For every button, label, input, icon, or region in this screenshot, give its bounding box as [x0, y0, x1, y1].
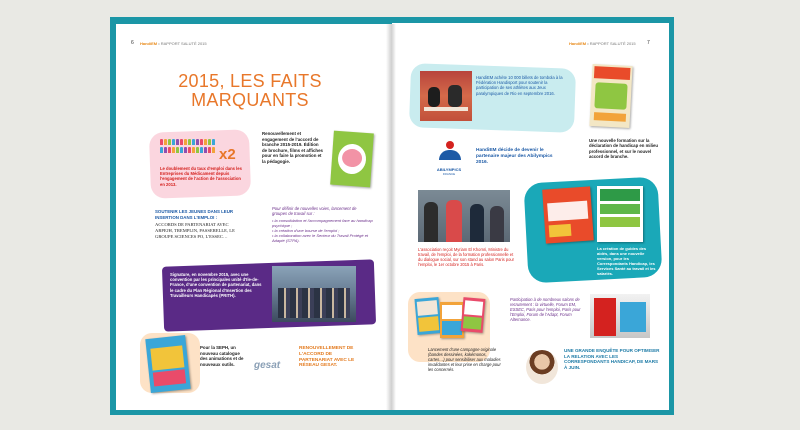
- signature-text: Signature, en novembre 2015, avec une convention par les principales unité d'Ile-de-France, d'une convention de partenariat, dans le cadre du Plan Régional d'Insertion des Travailleurs Handicapés (PRITH).: [170, 272, 262, 298]
- renewal-text: Renouvellement et engagement de l'accord de branche 2015-2019. Édition de brochure, films et affiches pour en faire la promotion et la pédagogie.: [262, 131, 323, 164]
- person-icon: [172, 147, 175, 153]
- new-training-text: Une nouvelle formation sur la déclaration de handicap en milieu professionnel, et sur le nouvel accord de branche.: [589, 138, 659, 160]
- comic-card: [440, 302, 464, 338]
- person-icon: [164, 147, 167, 153]
- person-icon: [196, 139, 199, 145]
- young-body: ACCORDS DE PARTENARIAT AVEC ARPEJH, TREMPLIN, PASSERELLE, LE GROUPE SCIENCES PO, L'ESSEC…: [155, 222, 235, 239]
- guide-cover-red: [542, 186, 594, 243]
- person-icon: [172, 139, 175, 145]
- priorities-item: • la consolidation et l'accompagnement face au handicap psychique ;: [272, 218, 373, 228]
- right-running-head-text: • RAPPORT SALUTÉ 2015: [586, 41, 636, 46]
- person-icon: [208, 139, 211, 145]
- person-icon: [196, 147, 199, 153]
- person-icon: [168, 139, 171, 145]
- left-page-number: 6: [131, 40, 134, 46]
- abilympics-logo-sub: FRANCE: [442, 172, 456, 176]
- person-icon: [164, 139, 167, 145]
- priorities-item: • la création d'une bourse de l'emploi ;: [272, 228, 340, 233]
- group-photo: [272, 266, 356, 322]
- sepr-text: Pour la SEPH, un nouveau catalogue des animations et de nouveaux outils.: [200, 345, 244, 367]
- person-icon: [192, 139, 195, 145]
- abilympics-logo-icon: [437, 141, 463, 165]
- right-page-number: 7: [647, 40, 650, 46]
- person-icon: [208, 147, 211, 153]
- guide-cover-green: [597, 186, 643, 242]
- gesat-logo: gesat: [254, 360, 281, 371]
- comic-card: [414, 297, 441, 335]
- poster-image: [589, 64, 632, 128]
- salon-stand-photo: [590, 294, 650, 338]
- person-icon: [184, 139, 187, 145]
- person-icon: [160, 147, 163, 153]
- accord-booklet-image: [330, 131, 374, 188]
- person-icon: [200, 139, 203, 145]
- person-icon: [212, 147, 215, 153]
- abilympics-text: HandiEM décide de devenir le partenaire majeur des Abilympics 2016.: [476, 148, 553, 165]
- person-icon: [204, 139, 207, 145]
- person-icon: [184, 147, 187, 153]
- young-heading: SOUTENIR LES JEUNES DANS LEUR INSERTION DANS L'EMPLOI :: [155, 209, 234, 220]
- left-running-head-text: • RAPPORT SALUTÉ 2015: [157, 41, 207, 46]
- abilympics-logo-text: ABILYMPICS: [436, 167, 462, 172]
- person-icon: [180, 147, 183, 153]
- person-icon: [204, 147, 207, 153]
- person-icon: [192, 147, 195, 153]
- person-icon: [176, 139, 179, 145]
- left-running-head-brand: HandiEM: [140, 41, 158, 46]
- right-running-head-brand: HandiEM: [569, 41, 587, 46]
- survey-text: UNE GRANDE ENQUÊTE POUR OPTIMISER LA RELATION AVEC LES CORRESPONDANTS HANDICAP, DE MARS À JUIN.: [564, 348, 660, 370]
- correspondents-text: La création de guides des aidés, dans une nouvelle version, pour les Correspondants Handicap, les Services Santé au travail et les salariés.: [597, 246, 656, 276]
- campaign-text: Lancement d'une campagne originale (bandes dessinées, kakémonos, cartes…) pour sensibiliser aux maladies invalidantes et leur prise en charge pour les concernés.: [428, 347, 501, 373]
- person-icon: [188, 147, 191, 153]
- athletes-photo: [420, 71, 472, 121]
- person-icon: [188, 139, 191, 145]
- person-icon: [168, 147, 171, 153]
- minister-photo: [418, 190, 510, 242]
- priorities-list: [272, 218, 376, 243]
- x2-label: x2: [219, 146, 236, 163]
- tombola-text: HandiEM achète 10 000 billets de tombola à la Fédération Handisport pour soutenir la participation de ses athlètes aux Jeux paralympiques de Rio en septembre 2016.: [476, 75, 563, 96]
- catalogue-image: [145, 335, 190, 393]
- page-title: 2015, LES FAITS MARQUANTS: [178, 71, 322, 110]
- operator-photo: [526, 350, 558, 384]
- person-icon: [176, 147, 179, 153]
- right-running-head: [569, 41, 636, 46]
- person-icon: [180, 139, 183, 145]
- gesat-text: RENOUVELLEMENT DE L'ACCORD DE PARTENARIAT AVEC LE RÉSEAU GESAT.: [299, 346, 355, 369]
- minister-text: L'association reçoit Myriam El Khomri, Ministre du travail, de l'emploi, de la formation professionnelle et du dialogue social, sur son stand au salon Paris pour l'emploi, le 1er octobre 2015 à Paris.: [418, 247, 515, 268]
- priorities-item: • la collaboration avec le Secteur du Travail Protégé et Adapté (STPA).: [272, 233, 369, 243]
- left-running-head: [140, 41, 207, 46]
- person-icon: [212, 139, 215, 145]
- priorities-heading: Pour définir de nouvelles voies, lancement de groupes de travail sur :: [272, 206, 357, 217]
- employment-text: Le doublement du taux d'emploi dans les Entreprises du Médicament depuis l'engagement de l'action de l'association en 2013.: [160, 166, 242, 187]
- comic-card: [461, 297, 486, 333]
- salons-text: Participation à de nombreux salons de recrutement : la virtuelle, Forum EM, ESSEC, Paris pour l'emploi, Paris pour l'Emploi, Forum de l'Adapt, Forum Alternance.: [510, 297, 581, 323]
- person-icon: [160, 139, 163, 145]
- people-icon-group: [160, 139, 217, 153]
- page-fold: [386, 24, 396, 410]
- person-icon: [200, 147, 203, 153]
